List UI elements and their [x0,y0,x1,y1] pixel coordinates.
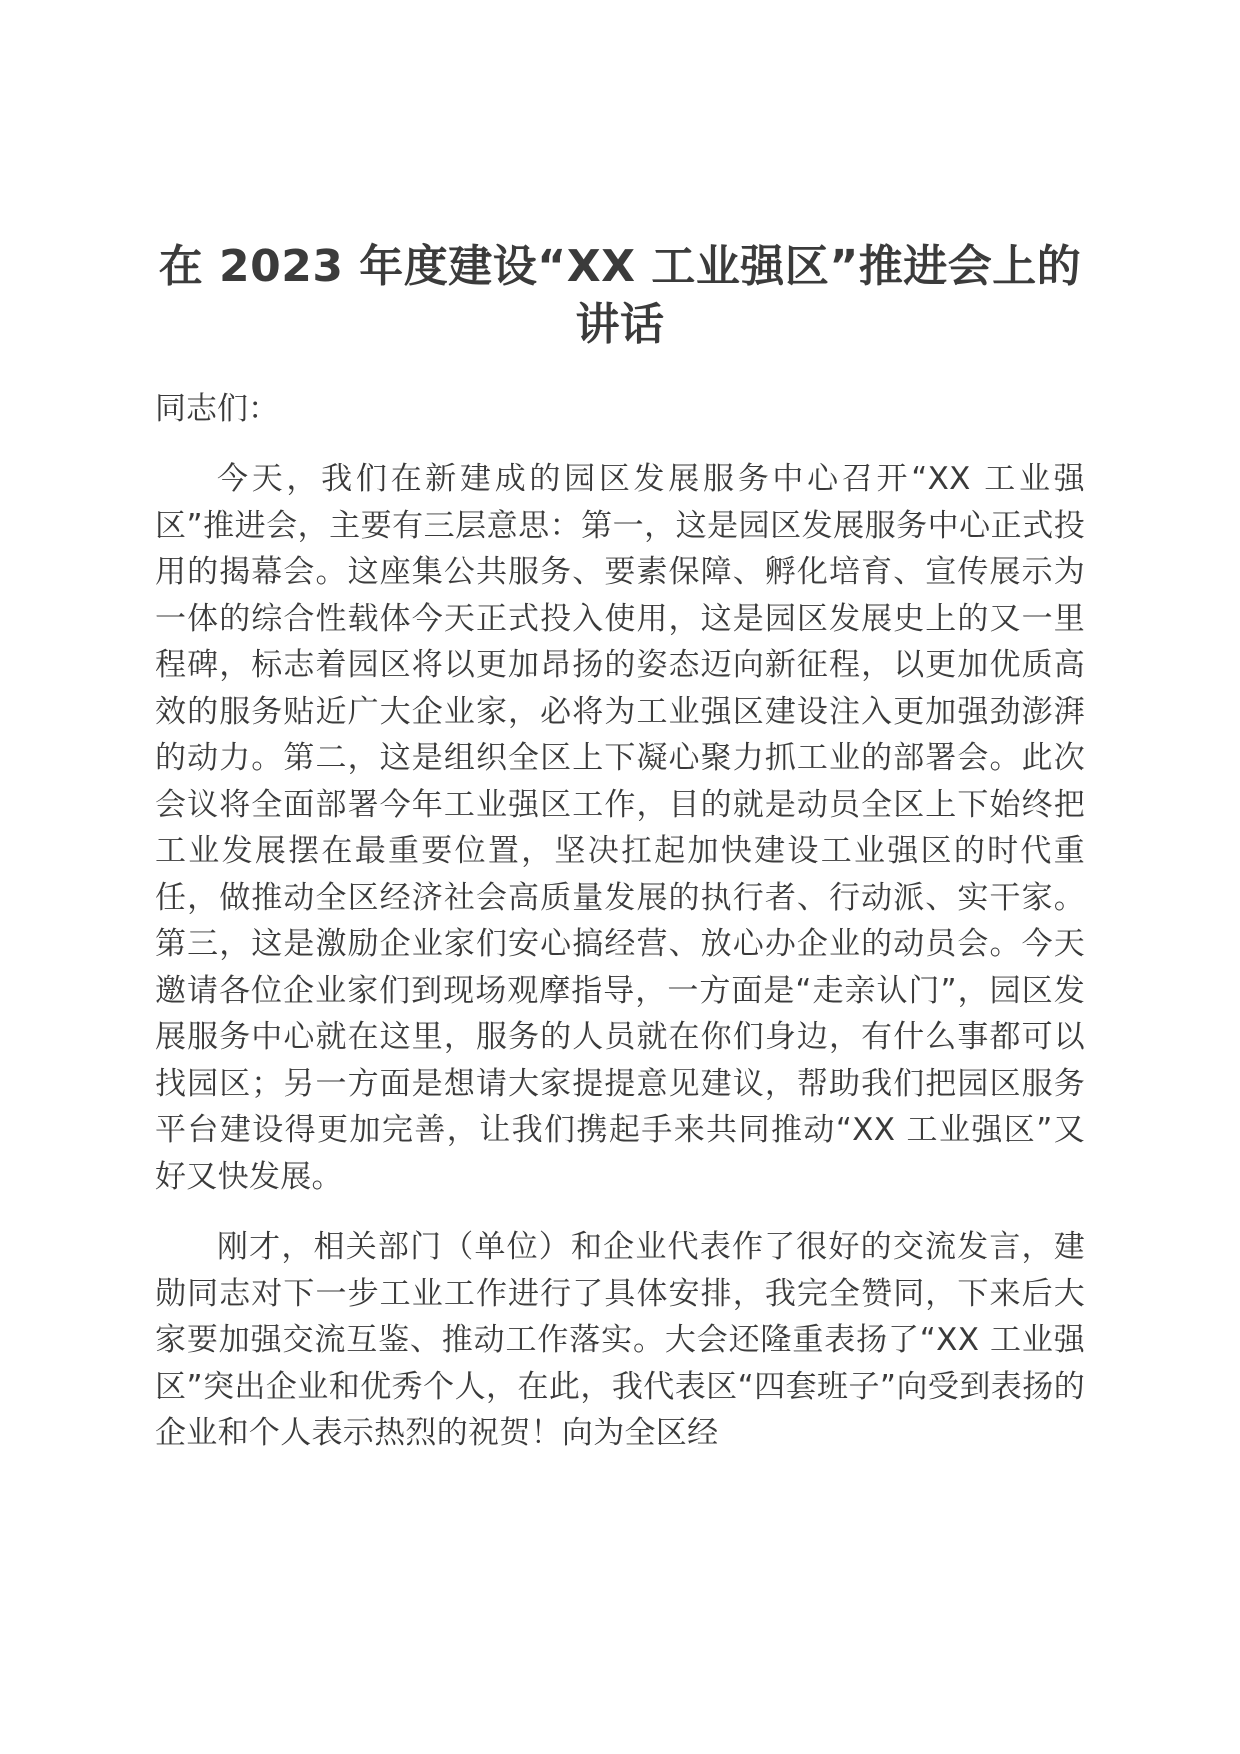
body-paragraph-2: 刚才，相关部门（单位）和企业代表作了很好的交流发言，建勋同志对下一步工业工作进行了具体安排，我完全赞同，下来后大家要加强交流互鉴、推动工作落实。大会还隆重表扬了“XX 工业强区”突出企业和优秀个人，在此，我代表区“四套班子”向受到表扬的企业和个人表示热烈的祝贺！向为全区经 [155,1229,1085,1451]
salutation: 同志们： [155,391,279,427]
body-paragraph-1: 今天，我们在新建成的园区发展服务中心召开“XX 工业强区”推进会，主要有三层意思：第一，这是园区发展服务中心正式投用的揭幕会。这座集公共服务、要素保障、孵化培育、宣传展示为一体的综合性载体今天正式投入使用，这是园区发展史上的又一里程碑，标志着园区将以更加昂扬的姿态迈向新征程，以更加优质高效的服务贴近广大企业家，必将为工业强区建设注入更加强劲澎湃的动力。第二，这是组织全区上下凝心聚力抓工业的部署会。此次会议将全面部署今年工业强区工作，目的就是动员全区上下始终把工业发展摆在最重要位置，坚决扛起加快建设工业强区的时代重任，做推动全区经济社会高质量发展的执行者、行动派、实干家。第三，这是激励企业家们安心搞经营、放心办企业的动员会。今天邀请各位企业家们到现场观摩指导，一方面是“走亲认门”，园区发展服务中心就在这里，服务的人员就在你们身边，有什么事都可以找园区；另一方面是想请大家提提意见建议，帮助我们把园区服务平台建设得更加完善，让我们携起手来共同推动“XX 工业强区”又好又快发展。 [155,461,1085,1195]
document-title: 在 2023 年度建设“XX 工业强区”推进会上的讲话 [158,241,1082,350]
document-page [155,238,1085,1457]
